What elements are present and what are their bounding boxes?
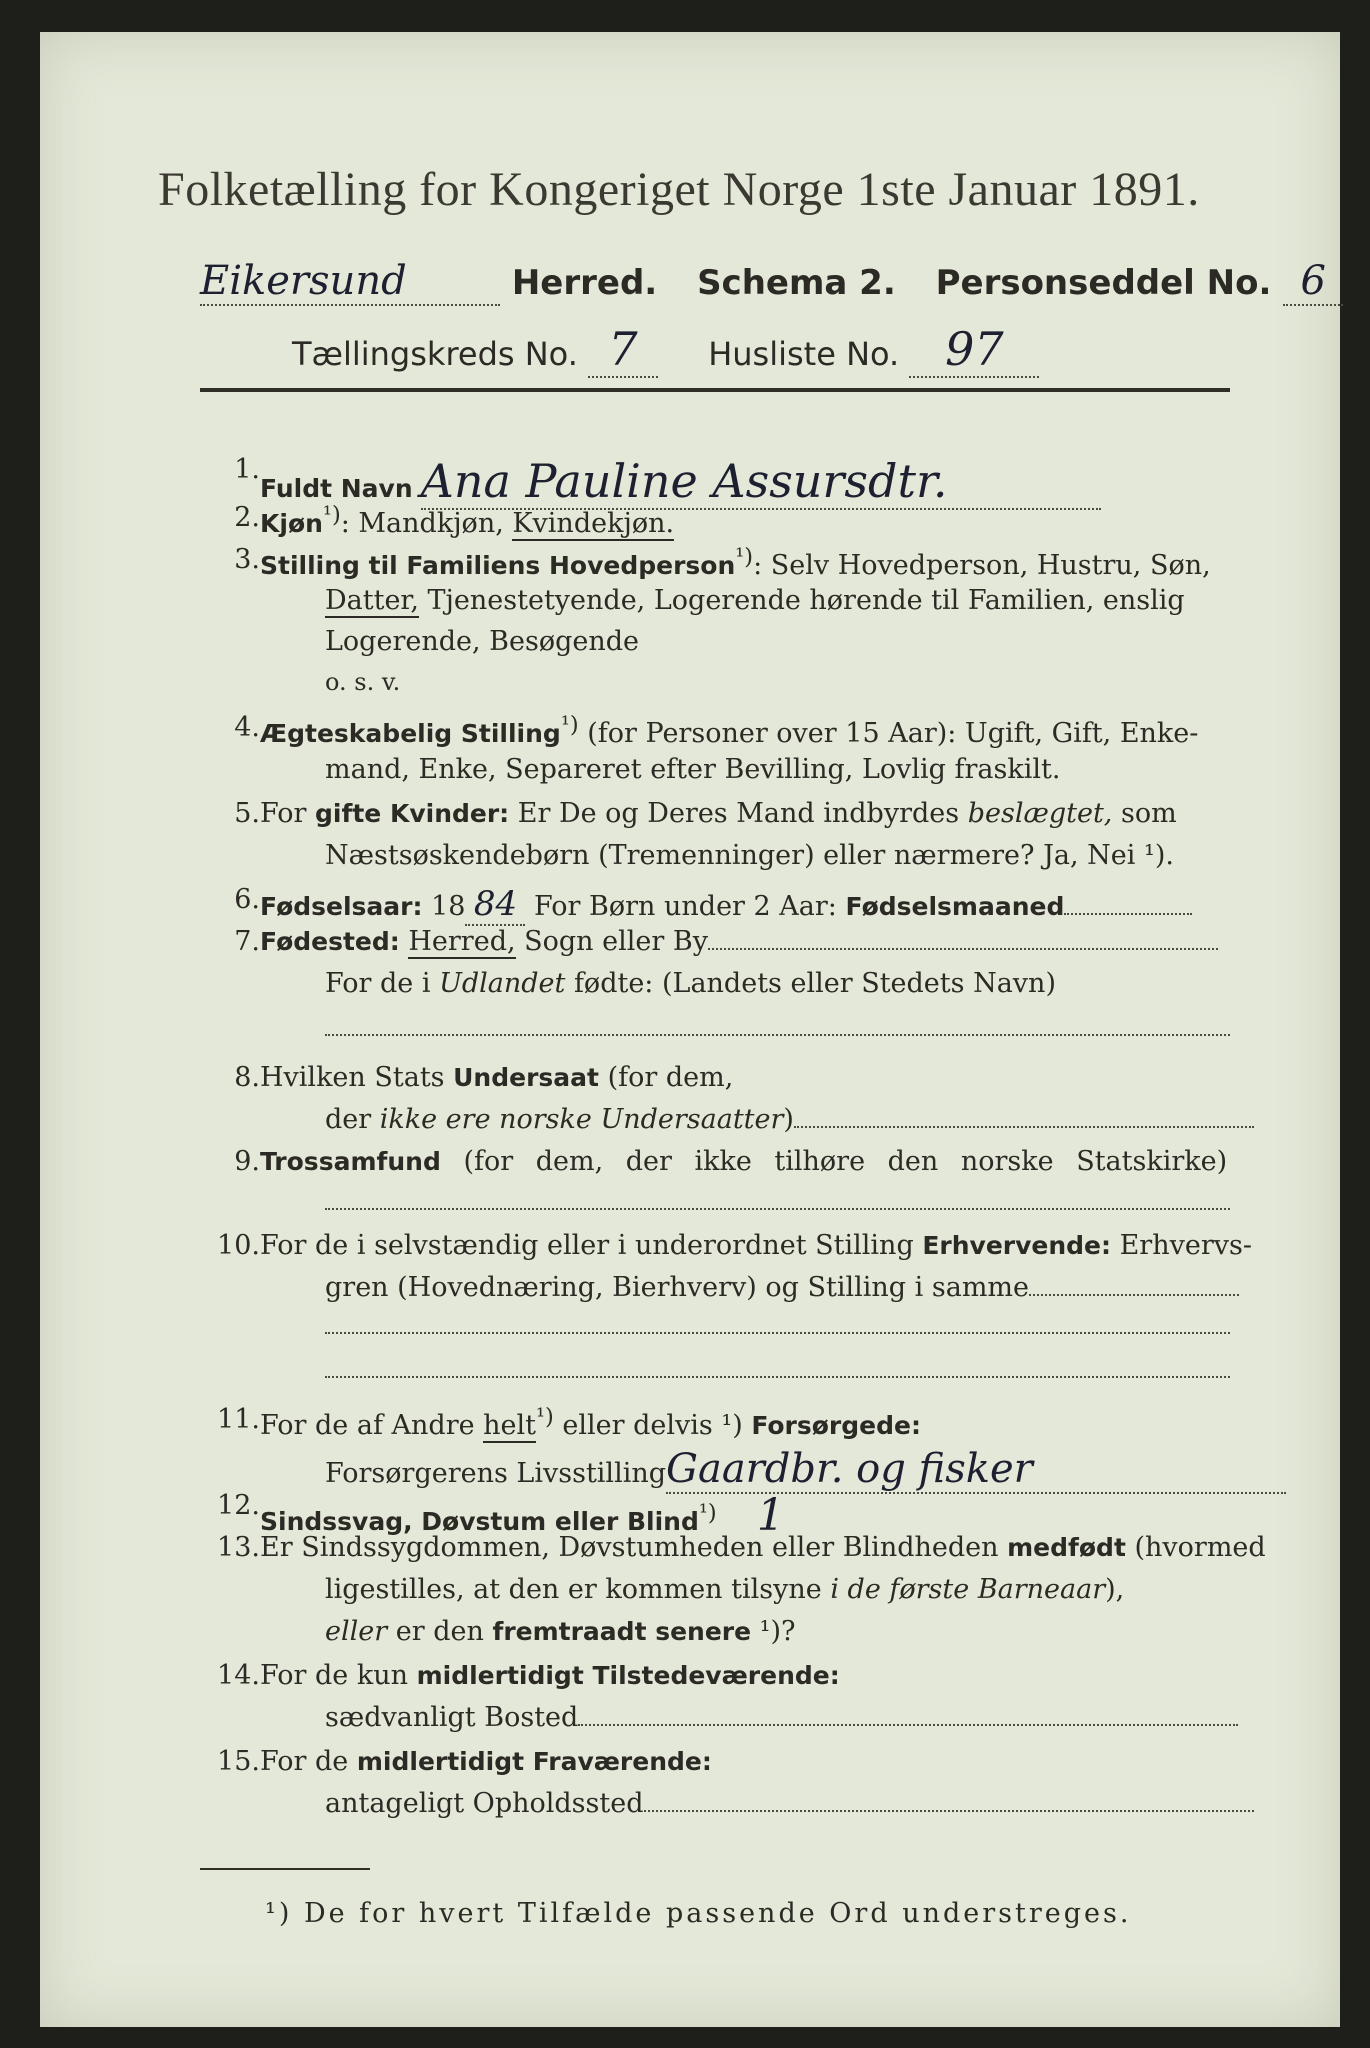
item-text: antageligt Opholdssted	[325, 1788, 644, 1819]
item-number: 13.	[217, 1532, 260, 1563]
item-text: mand, Enke, Separeret efter Bevilling, Lovlig fraskilt.	[325, 754, 1061, 785]
herred-row	[200, 258, 1343, 306]
blank-line	[1029, 1294, 1239, 1296]
item-text: fødte: (Landets eller Stedets Navn)	[565, 968, 1056, 999]
item-number: 8.	[234, 1062, 260, 1093]
item-text: For	[260, 798, 316, 829]
item-label: Fødested:	[260, 927, 400, 956]
item-text: der	[325, 1104, 380, 1135]
item-text: (hvormed	[1125, 1532, 1266, 1563]
personseddel-value: 6	[1283, 258, 1343, 306]
schema-label: Schema 2.	[697, 263, 896, 303]
item-text: For de i selvstændig eller i underordnet Stilling	[260, 1230, 923, 1261]
item-label: Erhvervende:	[922, 1231, 1112, 1260]
herred-label: Herred.	[511, 263, 658, 303]
item-text: )	[783, 1104, 794, 1135]
item-number: 1.	[234, 454, 260, 485]
item-number: 6.	[234, 884, 260, 915]
item-emphasis: eller	[325, 1616, 388, 1647]
item-text: Er De og Deres Mand indbyrdes	[509, 798, 968, 829]
item-number: 9.	[234, 1146, 260, 1177]
item-text: (for dem,	[598, 1062, 734, 1093]
footnote-ref: ¹)	[698, 1500, 717, 1526]
item-text: ligestilles, at den er kommen tilsyne	[325, 1574, 831, 1605]
item-label: medfødt	[1007, 1533, 1126, 1562]
footnote-ref: ¹)	[560, 712, 579, 738]
item-label: Stilling til Familiens Hovedperson	[260, 551, 736, 580]
item-text: Forsørgerens Livsstilling	[325, 1458, 667, 1489]
blank-line	[578, 1724, 1238, 1726]
item-text: Sogn eller By	[515, 926, 708, 957]
underlined-choice: Kvindekjøn.	[512, 508, 675, 539]
footnote: ¹) De for hvert Tilfælde passende Ord understreges.	[265, 1898, 1132, 1929]
item-number: 15.	[217, 1746, 260, 1777]
item-text: Næstsøskendebørn (Tremenninger) eller nærmere? Ja, Nei ¹).	[325, 840, 1174, 871]
item-text: For de kun	[260, 1660, 417, 1691]
footnote-ref: ¹)	[735, 544, 754, 570]
item-text: (for Personer over 15 Aar): Ugift, Gift, Enke-	[578, 718, 1199, 749]
item-label: gifte Kvinder:	[315, 799, 510, 828]
item-text: sædvanligt Bosted	[325, 1702, 579, 1733]
item-emphasis: beslægtet,	[967, 798, 1113, 829]
item-label: midlertidigt Tilstedeværende:	[416, 1661, 840, 1690]
blank-line	[794, 1126, 1254, 1128]
item-label: Kjøn	[260, 509, 323, 538]
blank-line	[325, 1376, 1230, 1378]
kreds-value: 7	[588, 322, 658, 378]
item-text: : Selv Hovedperson, Hustru, Søn,	[753, 550, 1211, 581]
item-label: fremtraadt senere	[492, 1617, 752, 1646]
item-label: midlertidigt Fraværende:	[356, 1747, 712, 1776]
provider-occupation-answer: Gaardbr. og fisker	[666, 1446, 1286, 1494]
item-text: ¹)?	[751, 1616, 796, 1647]
footnote-ref: ¹)	[536, 1404, 554, 1430]
blank-line	[644, 1810, 1254, 1812]
item-text: 18	[422, 891, 466, 922]
birth-year-answer: 84	[465, 884, 525, 926]
item-text: For Børn under 2 Aar:	[525, 891, 846, 922]
item-label: Fødselsaar:	[260, 892, 423, 921]
underlined-choice: Herred,	[408, 926, 516, 957]
item-text: Hvilken Stats	[260, 1062, 454, 1093]
item-text: For de	[260, 1746, 357, 1777]
item-text: Logerende, Besøgende	[325, 626, 639, 657]
item-number: 10.	[217, 1230, 260, 1261]
item-label: Undersaat	[453, 1063, 599, 1092]
footnote-ref: ¹)	[322, 502, 341, 528]
item-emphasis: i de første Barneaar	[830, 1574, 1106, 1605]
item-number: 11.	[217, 1404, 260, 1435]
form-title: Folketælling for Kongeriget Norge 1ste Januar 1891.	[158, 163, 1200, 216]
item-number: 5.	[234, 798, 260, 829]
blank-line	[325, 1034, 1230, 1036]
item-text: o. s. v.	[325, 668, 401, 696]
item-number: 7.	[234, 926, 260, 957]
item-text: Tjenestetyende, Logerende hørende til Familien, enslig	[418, 585, 1185, 616]
item-text: : Mandkjøn,	[340, 508, 513, 539]
personseddel-label: Personseddel No.	[935, 263, 1272, 303]
item-label: Fødselsmaaned	[845, 892, 1065, 921]
item-text: eller delvis ¹)	[553, 1410, 752, 1441]
item-text: ),	[1105, 1574, 1125, 1605]
item-number: 3.	[234, 544, 260, 575]
blank-line	[325, 1332, 1230, 1334]
kreds-label: Tællingskreds No.	[292, 335, 578, 373]
item-label: Trossamfund	[260, 1147, 441, 1176]
item-number: 2.	[234, 502, 260, 533]
item-text: Erhvervs-	[1111, 1230, 1252, 1261]
item-number: 4.	[234, 712, 260, 743]
footnote-rule	[200, 1868, 370, 1870]
item-text: er den	[387, 1616, 493, 1647]
blank-line	[325, 1208, 1230, 1210]
item-text: gren (Hovednæring, Bierhverv) og Stilling i samme	[325, 1272, 1030, 1303]
item-text: For de af Andre	[260, 1410, 484, 1441]
underlined-choice: Datter,	[325, 585, 419, 616]
blank-line	[1064, 913, 1192, 915]
husliste-value: 97	[909, 322, 1039, 378]
item-text: For de i	[325, 968, 440, 999]
item-text: Er Sindssygdommen, Døvstumheden eller Blindheden	[260, 1532, 1008, 1563]
herred-value: Eikersund	[200, 258, 500, 306]
item-label: Sindssvag, Døvstum eller Blind	[260, 1507, 699, 1536]
kreds-row	[292, 322, 1039, 378]
item-text: (for dem, der ikke tilhøre den norske Statskirke)	[440, 1146, 1228, 1177]
item-emphasis: ikke ere norske Undersaatter	[379, 1104, 784, 1135]
disability-answer: 1	[756, 1490, 785, 1541]
census-form-sheet	[40, 32, 1340, 2027]
header-rule	[200, 388, 1230, 392]
underlined-choice: helt	[483, 1410, 537, 1441]
item-number: 12.	[217, 1490, 260, 1521]
item-text: som	[1112, 798, 1177, 829]
item-label: Fuldt Navn	[260, 474, 413, 503]
item-label: Forsørgede:	[751, 1411, 921, 1440]
husliste-label: Husliste No.	[708, 335, 900, 373]
full-name-answer: Ana Pauline Assursdtr.	[421, 454, 1101, 510]
blank-line	[708, 948, 1218, 950]
item-label: Ægteskabelig Stilling	[260, 719, 561, 748]
item-emphasis: Udlandet	[439, 968, 566, 999]
item-number: 14.	[217, 1660, 260, 1691]
